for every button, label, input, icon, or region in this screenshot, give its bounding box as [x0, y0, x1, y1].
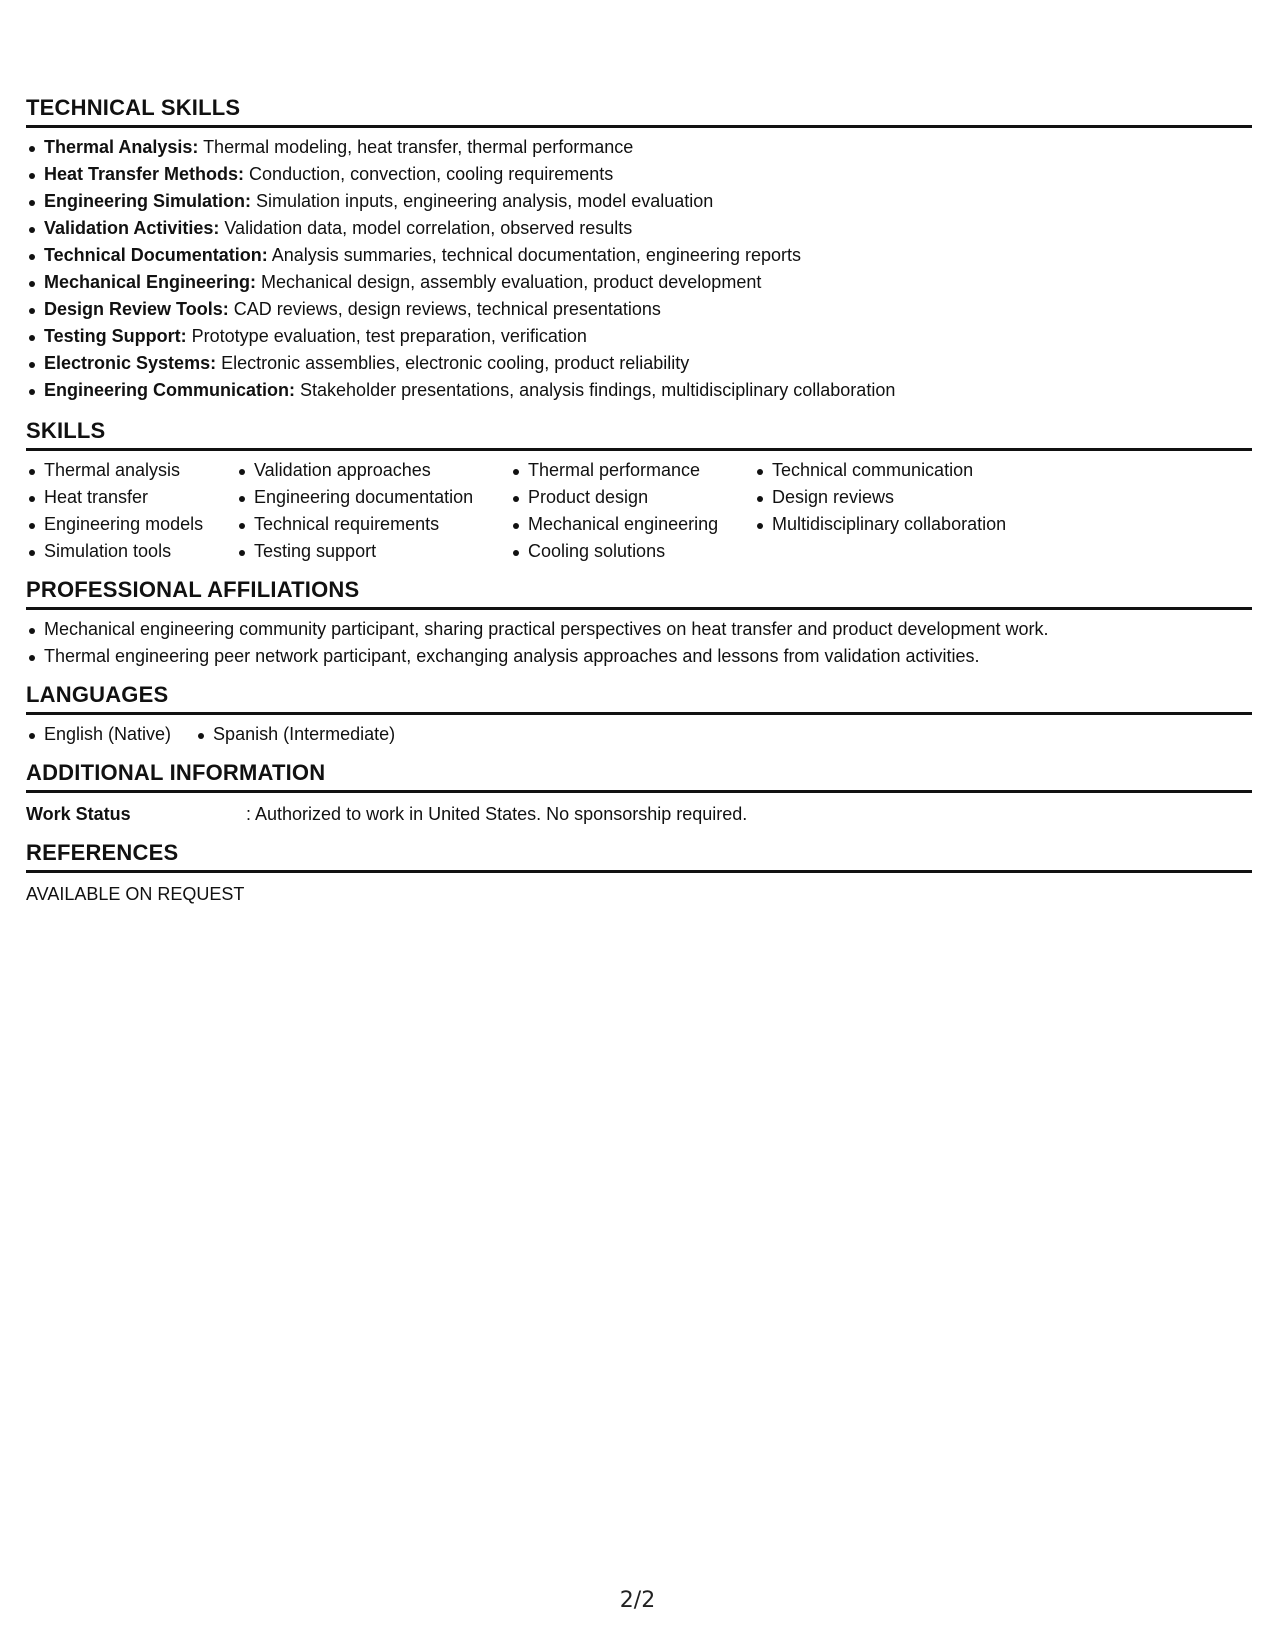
technical-skill-text: Electronic assemblies, electronic cooling, product reliability: [216, 353, 690, 373]
technical-skill-label: Testing Support:: [44, 326, 187, 346]
language-item: Spanish (Intermediate): [195, 721, 395, 748]
technical-skill-label: Electronic Systems:: [44, 353, 217, 373]
technical-skill-text: Thermal modeling, heat transfer, thermal performance: [198, 137, 634, 157]
spacer: [26, 565, 1252, 577]
section-title-languages: LANGUAGES: [26, 682, 1252, 715]
technical-skill-item: [26, 323, 1252, 350]
technical-skill-text: Simulation inputs, engineering analysis, model evaluation: [251, 191, 714, 211]
skill-item: Cooling solutions: [510, 538, 754, 565]
section-title-technical-skills: TECHNICAL SKILLS: [26, 95, 1252, 128]
languages-section: [26, 682, 1252, 748]
spacer: [26, 404, 1252, 418]
skills-section: [26, 418, 1252, 565]
section-title-references: REFERENCES: [26, 840, 1252, 873]
technical-skill-label: Design Review Tools:: [44, 299, 229, 319]
additional-info-section: [26, 760, 1252, 828]
page-number: 2/2: [619, 1588, 656, 1613]
spacer: [26, 748, 1252, 760]
skills-column-3: [510, 457, 754, 565]
resume-page: [26, 95, 1252, 908]
work-status-label: Work Status: [26, 804, 131, 824]
skill-item: Thermal analysis: [26, 457, 236, 484]
spacer: [26, 828, 1252, 840]
affiliation-item: Mechanical engineering community participant, sharing practical perspectives on heat transfer and product development work.: [26, 616, 1252, 643]
skill-item: Multidisciplinary collaboration: [754, 511, 1054, 538]
technical-skill-label: Engineering Simulation:: [44, 191, 252, 211]
references-section: [26, 840, 1252, 908]
technical-skill-text: Conduction, convection, cooling requirements: [244, 164, 614, 184]
technical-skill-item: [26, 161, 1252, 188]
language-item: English (Native): [26, 721, 171, 748]
skills-grid: [26, 457, 1252, 565]
skill-item: Engineering models: [26, 511, 236, 538]
section-title-additional-info: ADDITIONAL INFORMATION: [26, 760, 1252, 793]
skill-item: Technical requirements: [236, 511, 510, 538]
technical-skill-label: Validation Activities:: [44, 218, 220, 238]
spacer: [26, 670, 1252, 682]
skill-item: Mechanical engineering: [510, 511, 754, 538]
technical-skill-text: Validation data, model correlation, observed results: [219, 218, 633, 238]
affiliations-section: [26, 577, 1252, 670]
skill-item: Technical communication: [754, 457, 1054, 484]
skill-item: Product design: [510, 484, 754, 511]
work-status-row: [26, 801, 1252, 828]
technical-skill-item: [26, 296, 1252, 323]
affiliation-item: Thermal engineering peer network participant, exchanging analysis approaches and lessons from validation activities.: [26, 643, 1252, 670]
work-status-value: : Authorized to work in United States. No sponsorship required.: [246, 804, 748, 824]
technical-skill-item: [26, 134, 1252, 161]
section-title-affiliations: PROFESSIONAL AFFILIATIONS: [26, 577, 1252, 610]
technical-skill-item: [26, 350, 1252, 377]
skill-item: Design reviews: [754, 484, 1054, 511]
technical-skill-item: [26, 269, 1252, 296]
languages-list: [26, 721, 1252, 748]
skill-item: Heat transfer: [26, 484, 236, 511]
technical-skill-item: [26, 242, 1252, 269]
technical-skill-label: Heat Transfer Methods:: [44, 164, 245, 184]
affiliations-list: [26, 616, 1252, 670]
skills-column-1: [26, 457, 236, 565]
skills-column-4: [754, 457, 1054, 565]
references-text: AVAILABLE ON REQUEST: [26, 884, 245, 904]
technical-skill-item: [26, 215, 1252, 242]
technical-skill-item: [26, 377, 1252, 404]
skill-item: Validation approaches: [236, 457, 510, 484]
section-title-skills: SKILLS: [26, 418, 1252, 451]
technical-skill-item: [26, 188, 1252, 215]
technical-skill-text: Stakeholder presentations, analysis findings, multidisciplinary collaboration: [295, 380, 896, 400]
technical-skills-section: [26, 95, 1252, 404]
skill-item: Thermal performance: [510, 457, 754, 484]
skill-item: Testing support: [236, 538, 510, 565]
technical-skills-list: [26, 134, 1252, 404]
skill-item: Simulation tools: [26, 538, 236, 565]
technical-skill-text: Mechanical design, assembly evaluation, product development: [256, 272, 762, 292]
skills-column-2: [236, 457, 510, 565]
technical-skill-label: Thermal Analysis:: [44, 137, 199, 157]
technical-skill-text: Prototype evaluation, test preparation, verification: [186, 326, 587, 346]
technical-skill-text: CAD reviews, design reviews, technical presentations: [228, 299, 661, 319]
technical-skill-label: Engineering Communication:: [44, 380, 296, 400]
technical-skill-text: Analysis summaries, technical documentation, engineering reports: [267, 245, 801, 265]
technical-skill-label: Mechanical Engineering:: [44, 272, 257, 292]
skill-item: Engineering documentation: [236, 484, 510, 511]
technical-skill-label: Technical Documentation:: [44, 245, 268, 265]
